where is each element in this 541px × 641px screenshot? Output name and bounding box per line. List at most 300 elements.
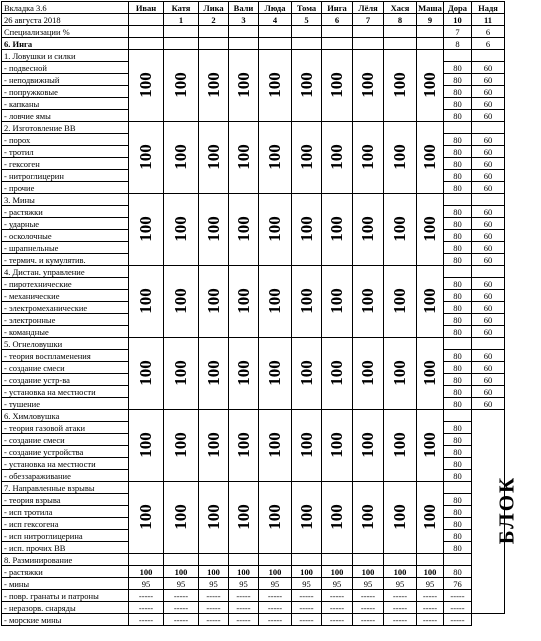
col-number: 1 [164, 14, 199, 26]
big-value: 100 [136, 215, 155, 242]
big-value: 100 [358, 215, 377, 242]
score-cell: 100 [292, 566, 322, 578]
big-value: 100 [136, 359, 155, 386]
big-value: 100 [203, 71, 223, 98]
big-value: 100 [136, 143, 155, 170]
big-value: 100 [136, 71, 155, 98]
dora-value: 80 [444, 230, 472, 242]
big-value: 100 [358, 143, 377, 170]
section-item: - подвесной [2, 62, 129, 74]
number-row [2, 14, 505, 26]
dora-value: 80 [444, 362, 472, 374]
big-value: 100 [233, 359, 253, 386]
nadya-value: 60 [472, 170, 505, 182]
score-cell: ----- [353, 602, 384, 614]
big-value-cell [229, 50, 259, 122]
big-value: 100 [420, 71, 439, 98]
section-item: - попружковые [2, 86, 129, 98]
col-number: 10 [444, 14, 472, 26]
dora-value: 80 [444, 62, 472, 74]
demining-row [2, 614, 505, 626]
big-value: 100 [265, 215, 284, 242]
big-value-cell [129, 194, 164, 266]
score-cell: 100 [199, 566, 229, 578]
section-title-row [2, 122, 505, 134]
big-value-cell [322, 482, 353, 554]
nadya-value: 60 [472, 350, 505, 362]
col-name: Вали [229, 2, 259, 14]
nadya-value: 60 [472, 134, 505, 146]
score-cell: 100 [384, 566, 417, 578]
score-cell: ----- [259, 590, 292, 602]
big-value-cell [129, 266, 164, 338]
big-value: 100 [296, 143, 316, 170]
big-value: 100 [390, 215, 409, 242]
empty-cell [444, 194, 472, 206]
spec-nadya: 6 [472, 26, 505, 38]
score-cell: ----- [259, 614, 292, 626]
big-value-cell [199, 410, 229, 482]
big-value-cell [164, 266, 199, 338]
big-value: 100 [233, 71, 253, 98]
block-label: БЛОК [494, 475, 519, 544]
dora-value: 80 [444, 170, 472, 182]
dora-value: 80 [444, 314, 472, 326]
big-value-cell [384, 50, 417, 122]
big-value: 100 [420, 503, 439, 530]
big-value-cell [384, 122, 417, 194]
big-value: 100 [327, 503, 346, 530]
score-cell: ----- [199, 614, 229, 626]
score-cell: 100 [259, 566, 292, 578]
empty-cell [472, 50, 505, 62]
empty-cell [444, 50, 472, 62]
section-title: 5. Огнеловушки [2, 338, 129, 350]
section-title-row [2, 338, 505, 350]
big-value: 100 [203, 215, 223, 242]
score-cell: 95 [292, 578, 322, 590]
score-cell: ----- [199, 602, 229, 614]
big-value-cell [259, 50, 292, 122]
nadya-value: 60 [472, 278, 505, 290]
dora-value: 80 [444, 110, 472, 122]
empty-cell [444, 410, 472, 422]
big-value-cell [129, 410, 164, 482]
big-value: 100 [327, 359, 346, 386]
big-value: 100 [390, 359, 409, 386]
big-value: 100 [296, 431, 316, 458]
dora-value: 80 [444, 350, 472, 362]
section-item: - исп нитроглицерина [2, 530, 129, 542]
big-value-cell [322, 50, 353, 122]
inga-row [2, 38, 505, 50]
section-item: - электронные [2, 314, 129, 326]
section-item: - установка на местности [2, 386, 129, 398]
score-cell: 80 [444, 566, 472, 578]
section-item: - электромеханические [2, 302, 129, 314]
section-title: 7. Направленные взрывы [2, 482, 129, 494]
big-value-cell [292, 50, 322, 122]
big-value: 100 [358, 359, 377, 386]
col-name: Катя [164, 2, 199, 14]
section-item: - создание устройства [2, 446, 129, 458]
dora-value: 80 [444, 422, 472, 434]
big-value-cell [129, 338, 164, 410]
big-value-cell [322, 338, 353, 410]
section-item: - порох [2, 134, 129, 146]
big-value-cell [129, 50, 164, 122]
dora-value: 80 [444, 542, 472, 554]
dora-value: 80 [444, 458, 472, 470]
section-item: - повр. гранаты и патроны [2, 590, 129, 602]
big-value: 100 [136, 287, 155, 314]
empty-cell [472, 122, 505, 134]
big-value: 100 [327, 431, 346, 458]
header-row [2, 2, 505, 14]
big-value: 100 [358, 431, 377, 458]
score-cell: 95 [129, 578, 164, 590]
col-name: Тома [292, 2, 322, 14]
section-title-row [2, 50, 505, 62]
specialization-table [1, 1, 519, 626]
col-number: 4 [259, 14, 292, 26]
col-name: Инга [322, 2, 353, 14]
nadya-value: 60 [472, 374, 505, 386]
big-value-cell [353, 122, 384, 194]
nadya-value: 60 [472, 206, 505, 218]
empty-cell [292, 554, 322, 566]
big-value-cell [384, 194, 417, 266]
big-value: 100 [233, 287, 253, 314]
big-value: 100 [265, 359, 284, 386]
big-value-cell [353, 410, 384, 482]
doc-date: 26 августа 2018 [2, 14, 129, 26]
empty-cell [353, 554, 384, 566]
spec-row [2, 26, 505, 38]
dora-value: 80 [444, 98, 472, 110]
demining-row [2, 602, 505, 614]
score-cell: ----- [417, 614, 444, 626]
big-value: 100 [203, 431, 223, 458]
big-value: 100 [233, 215, 253, 242]
big-value: 100 [265, 287, 284, 314]
dora-value: 80 [444, 326, 472, 338]
col-number: 11 [472, 14, 505, 26]
score-cell: ----- [292, 590, 322, 602]
big-value: 100 [265, 431, 284, 458]
empty-cell [199, 554, 229, 566]
dora-value: 80 [444, 86, 472, 98]
big-value: 100 [171, 503, 190, 530]
empty-cell [472, 266, 505, 278]
score-cell: ----- [417, 602, 444, 614]
big-value: 100 [327, 215, 346, 242]
big-value: 100 [327, 71, 346, 98]
big-value: 100 [390, 431, 409, 458]
section-item: - обеззараживание [2, 470, 129, 482]
big-value-cell [199, 50, 229, 122]
nadya-value: 60 [472, 62, 505, 74]
big-value-cell [259, 338, 292, 410]
big-value-cell [229, 482, 259, 554]
big-value-cell [322, 266, 353, 338]
section-title-row [2, 410, 505, 422]
nadya-value: 60 [472, 86, 505, 98]
section-item: - пиротехнические [2, 278, 129, 290]
score-cell: 95 [353, 578, 384, 590]
nadya-value: 60 [472, 362, 505, 374]
dora-value: 80 [444, 218, 472, 230]
score-cell: ----- [129, 602, 164, 614]
nadya-value: 60 [472, 314, 505, 326]
big-value: 100 [233, 143, 253, 170]
demining-row [2, 590, 505, 602]
inga-nadya: 6 [472, 38, 505, 50]
section-item: - шрапнельные [2, 242, 129, 254]
dora-value: 80 [444, 134, 472, 146]
section-item: - тушение [2, 398, 129, 410]
section-item: - ударные [2, 218, 129, 230]
col-name: Люда [259, 2, 292, 14]
dora-value: 80 [444, 302, 472, 314]
big-value-cell [417, 50, 444, 122]
score-cell: ----- [129, 614, 164, 626]
doc-title: Вкладка 3.6 [2, 2, 129, 14]
col-number: 6 [322, 14, 353, 26]
big-value: 100 [203, 359, 223, 386]
nadya-value: 60 [472, 386, 505, 398]
dora-value: 80 [444, 398, 472, 410]
big-value: 100 [203, 503, 223, 530]
empty-cell [444, 122, 472, 134]
col-number: 5 [292, 14, 322, 26]
big-value-cell [164, 194, 199, 266]
big-value-cell [353, 338, 384, 410]
dora-value: 80 [444, 146, 472, 158]
score-cell: ----- [384, 602, 417, 614]
dora-value: 80 [444, 290, 472, 302]
section-title: 2. Изготовление ВВ [2, 122, 129, 134]
score-cell: ----- [229, 602, 259, 614]
big-value: 100 [265, 503, 284, 530]
section-title-row [2, 554, 505, 566]
big-value-cell [199, 482, 229, 554]
big-value-cell [417, 482, 444, 554]
col-number: 7 [353, 14, 384, 26]
empty-cell [472, 338, 505, 350]
empty-cell [444, 554, 472, 566]
big-value: 100 [296, 287, 316, 314]
empty-cell [259, 554, 292, 566]
big-value: 100 [390, 287, 409, 314]
big-value-cell [229, 194, 259, 266]
big-value-cell [384, 338, 417, 410]
score-cell: ----- [444, 602, 472, 614]
section-item: - мины [2, 578, 129, 590]
score-cell: 100 [322, 566, 353, 578]
score-cell: 95 [384, 578, 417, 590]
dora-value: 80 [444, 530, 472, 542]
big-value: 100 [233, 431, 253, 458]
big-value-cell [353, 50, 384, 122]
section-item: - морские мины [2, 614, 129, 626]
section-title-row [2, 482, 505, 494]
score-cell: ----- [164, 602, 199, 614]
col-number [129, 14, 164, 26]
nadya-value: 60 [472, 254, 505, 266]
big-value-cell [292, 122, 322, 194]
big-value-cell [292, 338, 322, 410]
dora-value: 80 [444, 386, 472, 398]
score-cell: 95 [259, 578, 292, 590]
big-value-cell [417, 266, 444, 338]
big-value: 100 [265, 71, 284, 98]
score-cell: ----- [353, 614, 384, 626]
section-item: - создание смеси [2, 362, 129, 374]
big-value-cell [164, 50, 199, 122]
big-value-cell [259, 410, 292, 482]
section-item: - растяжки [2, 206, 129, 218]
dora-value: 80 [444, 518, 472, 530]
spec-label: Специализации % [2, 26, 129, 38]
dora-value: 80 [444, 74, 472, 86]
big-value-cell [229, 410, 259, 482]
col-name: Надя [472, 2, 505, 14]
section-item: - установка на местности [2, 458, 129, 470]
section-item: - термич. и кумулятив. [2, 254, 129, 266]
big-value-cell [417, 122, 444, 194]
big-value-cell [229, 122, 259, 194]
score-cell: 100 [229, 566, 259, 578]
nadya-value: 60 [472, 146, 505, 158]
score-cell: ----- [129, 590, 164, 602]
dora-value: 80 [444, 206, 472, 218]
big-value: 100 [233, 503, 253, 530]
score-cell: 100 [353, 566, 384, 578]
score-cell: 95 [164, 578, 199, 590]
big-value: 100 [136, 503, 155, 530]
big-value-cell [322, 122, 353, 194]
col-number: 9 [417, 14, 444, 26]
section-item: - нитроглицерин [2, 170, 129, 182]
score-cell: 100 [164, 566, 199, 578]
empty-cell [444, 266, 472, 278]
section-item: - исп гексогена [2, 518, 129, 530]
score-cell: ----- [259, 602, 292, 614]
big-value-cell [292, 410, 322, 482]
empty-cell [384, 554, 417, 566]
big-value: 100 [358, 71, 377, 98]
nadya-value: 60 [472, 218, 505, 230]
score-cell: ----- [229, 614, 259, 626]
score-cell: ----- [322, 590, 353, 602]
big-value: 100 [171, 359, 190, 386]
big-value-cell [292, 194, 322, 266]
empty-cell [129, 554, 164, 566]
big-value: 100 [203, 287, 223, 314]
dora-value: 80 [444, 446, 472, 458]
big-value-cell [353, 194, 384, 266]
empty-cell [444, 482, 472, 494]
big-value-cell [164, 338, 199, 410]
section-item: - создание смеси [2, 434, 129, 446]
section-title: 4. Дистан. управление [2, 266, 129, 278]
score-cell: ----- [444, 614, 472, 626]
section-item: - неподвижный [2, 74, 129, 86]
empty-cell [472, 194, 505, 206]
score-cell: ----- [322, 614, 353, 626]
big-value-cell [259, 194, 292, 266]
nadya-value: 60 [472, 326, 505, 338]
nadya-value: 60 [472, 182, 505, 194]
big-value: 100 [296, 215, 316, 242]
col-name: Хася [384, 2, 417, 14]
big-value-cell [417, 338, 444, 410]
big-value-cell [199, 194, 229, 266]
big-value: 100 [420, 431, 439, 458]
nadya-value: 60 [472, 290, 505, 302]
score-cell: 100 [129, 566, 164, 578]
score-cell: ----- [292, 602, 322, 614]
col-number: 8 [384, 14, 417, 26]
big-value-cell [417, 410, 444, 482]
section-item: - гексоген [2, 158, 129, 170]
big-value-cell [259, 122, 292, 194]
spec-dora: 7 [444, 26, 472, 38]
dora-value: 80 [444, 182, 472, 194]
col-number: 3 [229, 14, 259, 26]
big-value: 100 [390, 143, 409, 170]
big-value-cell [384, 266, 417, 338]
score-cell: 95 [229, 578, 259, 590]
dora-value: 80 [444, 506, 472, 518]
big-value-cell [384, 410, 417, 482]
dora-value: 80 [444, 494, 472, 506]
big-value: 100 [171, 71, 190, 98]
big-value: 100 [265, 143, 284, 170]
table-body [2, 2, 519, 626]
big-value-cell [259, 266, 292, 338]
empty-cell [444, 338, 472, 350]
big-value-cell [384, 482, 417, 554]
big-value-cell [164, 482, 199, 554]
section-item: - исп тротила [2, 506, 129, 518]
big-value: 100 [327, 287, 346, 314]
big-value-cell [164, 410, 199, 482]
nadya-value: 60 [472, 242, 505, 254]
section-item: - теория взрыва [2, 494, 129, 506]
section-item: - тротил [2, 146, 129, 158]
big-value-cell [199, 122, 229, 194]
section-title: 1. Ловушки и силки [2, 50, 129, 62]
big-value: 100 [171, 143, 190, 170]
demining-row [2, 578, 505, 590]
col-name: Маша [418, 2, 442, 13]
dora-value: 80 [444, 434, 472, 446]
section-title-row [2, 266, 505, 278]
inga-label: 6. Инга [2, 38, 129, 50]
score-cell: ----- [444, 590, 472, 602]
inga-dora: 8 [444, 38, 472, 50]
big-value: 100 [420, 143, 439, 170]
big-value-cell [292, 482, 322, 554]
nadya-value: 60 [472, 398, 505, 410]
block-cell [472, 410, 519, 614]
nadya-value: 60 [472, 158, 505, 170]
big-value: 100 [420, 215, 439, 242]
empty-cell [417, 554, 444, 566]
score-cell: ----- [417, 590, 444, 602]
